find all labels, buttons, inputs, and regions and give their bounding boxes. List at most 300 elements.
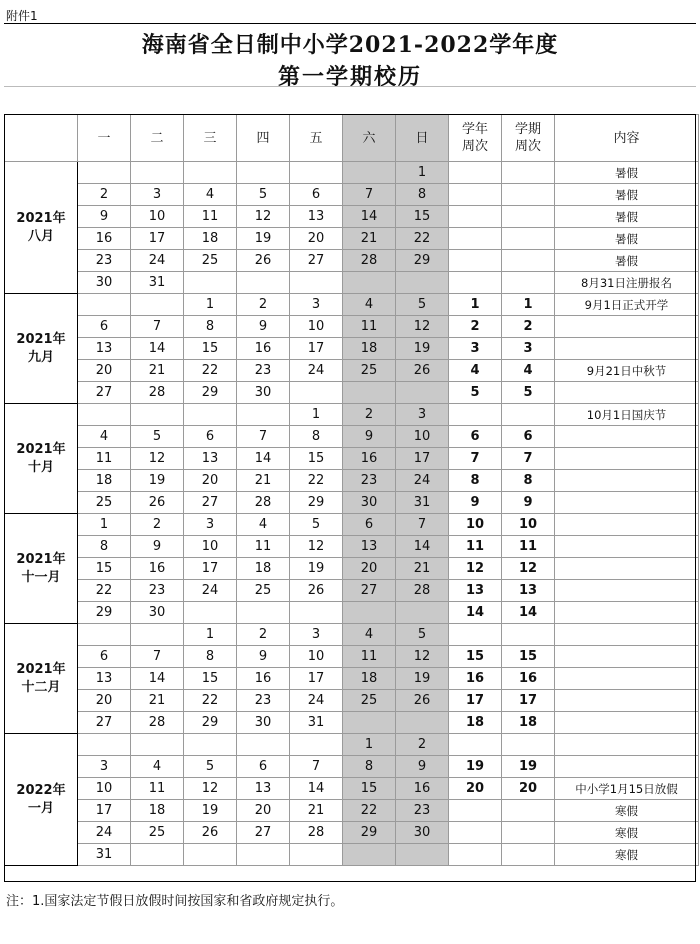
- mon-cell: [78, 162, 131, 184]
- fri-cell: [290, 844, 343, 866]
- tue-cell: 7: [131, 316, 184, 338]
- tue-cell: 10: [131, 206, 184, 228]
- note-cell: [555, 602, 699, 624]
- col-year-week-header: 学年 周次: [449, 115, 502, 162]
- term-week-cell: [502, 206, 555, 228]
- calendar-row: [5, 800, 699, 822]
- header-row: [5, 115, 699, 162]
- tue-cell: 21: [131, 690, 184, 712]
- month-label: 2021年 九月: [5, 294, 78, 404]
- term-week-cell: [502, 734, 555, 756]
- fri-cell: 6: [290, 184, 343, 206]
- thu-cell: 23: [237, 690, 290, 712]
- sun-cell: 22: [396, 228, 449, 250]
- wed-cell: 8: [184, 316, 237, 338]
- year-week-cell: 15: [449, 646, 502, 668]
- sat-cell: [343, 382, 396, 404]
- term-week-cell: 5: [502, 382, 555, 404]
- wed-cell: [184, 272, 237, 294]
- year-week-cell: 3: [449, 338, 502, 360]
- sat-cell: 6: [343, 514, 396, 536]
- wed-cell: [184, 404, 237, 426]
- document-title: 海南省全日制中小学2021-2022学年度: [141, 32, 559, 58]
- col-term-week-header: 学期 周次: [502, 115, 555, 162]
- sat-cell: 8: [343, 756, 396, 778]
- fri-cell: 31: [290, 712, 343, 734]
- thu-cell: 9: [237, 316, 290, 338]
- term-week-cell: [502, 184, 555, 206]
- sun-cell: [396, 272, 449, 294]
- term-week-cell: 7: [502, 448, 555, 470]
- tue-cell: [131, 404, 184, 426]
- wed-cell: 10: [184, 536, 237, 558]
- sun-cell: 16: [396, 778, 449, 800]
- tue-cell: 17: [131, 228, 184, 250]
- term-week-cell: 15: [502, 646, 555, 668]
- note-cell: [555, 756, 699, 778]
- sat-cell: 9: [343, 426, 396, 448]
- sun-cell: 26: [396, 360, 449, 382]
- thu-cell: 30: [237, 712, 290, 734]
- calendar-row: [5, 822, 699, 844]
- mon-cell: 11: [78, 448, 131, 470]
- note-cell: 9月1日正式开学: [555, 294, 699, 316]
- thu-cell: 23: [237, 360, 290, 382]
- term-week-cell: 4: [502, 360, 555, 382]
- calendar-row: [5, 294, 699, 316]
- year-week-cell: [449, 404, 502, 426]
- thu-cell: 27: [237, 822, 290, 844]
- calendar-row: [5, 514, 699, 536]
- col-tue-header: 二: [131, 115, 184, 162]
- year-week-cell: [449, 624, 502, 646]
- wed-cell: 12: [184, 778, 237, 800]
- fri-cell: 1: [290, 404, 343, 426]
- sun-cell: [396, 844, 449, 866]
- sun-cell: 30: [396, 822, 449, 844]
- note-cell: [555, 536, 699, 558]
- note-cell: [555, 514, 699, 536]
- sat-cell: 7: [343, 184, 396, 206]
- note-cell: 寒假: [555, 822, 699, 844]
- sun-cell: 19: [396, 338, 449, 360]
- tue-cell: 14: [131, 338, 184, 360]
- col-sun-header: 日: [396, 115, 449, 162]
- year-week-cell: 8: [449, 470, 502, 492]
- sun-cell: 29: [396, 250, 449, 272]
- fri-cell: 29: [290, 492, 343, 514]
- term-week-cell: 3: [502, 338, 555, 360]
- fri-cell: 3: [290, 294, 343, 316]
- fri-cell: 13: [290, 206, 343, 228]
- fri-cell: 15: [290, 448, 343, 470]
- col-content-header: 内容: [555, 115, 699, 162]
- fri-cell: [290, 162, 343, 184]
- fri-cell: 26: [290, 580, 343, 602]
- mon-cell: 27: [78, 382, 131, 404]
- term-week-cell: [502, 404, 555, 426]
- fri-cell: 5: [290, 514, 343, 536]
- fri-cell: 12: [290, 536, 343, 558]
- wed-cell: 18: [184, 228, 237, 250]
- sat-cell: 11: [343, 646, 396, 668]
- document-subtitle: 第一学期校历: [277, 64, 422, 90]
- term-week-cell: 8: [502, 470, 555, 492]
- wed-cell: 29: [184, 382, 237, 404]
- thu-cell: 16: [237, 668, 290, 690]
- sat-cell: 30: [343, 492, 396, 514]
- sat-cell: 23: [343, 470, 396, 492]
- thu-cell: 26: [237, 250, 290, 272]
- year-week-cell: 2: [449, 316, 502, 338]
- sat-cell: [343, 272, 396, 294]
- year-week-cell: [449, 250, 502, 272]
- tue-cell: 5: [131, 426, 184, 448]
- mon-cell: 13: [78, 338, 131, 360]
- mon-cell: 18: [78, 470, 131, 492]
- year-week-cell: 16: [449, 668, 502, 690]
- term-week-cell: 14: [502, 602, 555, 624]
- thu-cell: [237, 734, 290, 756]
- sun-cell: 10: [396, 426, 449, 448]
- sat-cell: 21: [343, 228, 396, 250]
- thu-cell: [237, 272, 290, 294]
- note-cell: 暑假: [555, 184, 699, 206]
- tue-cell: 3: [131, 184, 184, 206]
- note-cell: 8月31日注册报名: [555, 272, 699, 294]
- note-cell: [555, 734, 699, 756]
- note-cell: 暑假: [555, 250, 699, 272]
- calendar-row: [5, 360, 699, 382]
- thu-cell: 9: [237, 646, 290, 668]
- wed-cell: [184, 602, 237, 624]
- term-week-cell: 1: [502, 294, 555, 316]
- wed-cell: 27: [184, 492, 237, 514]
- tue-cell: [131, 294, 184, 316]
- wed-cell: 5: [184, 756, 237, 778]
- calendar-row: [5, 492, 699, 514]
- sun-cell: 15: [396, 206, 449, 228]
- tue-cell: 28: [131, 712, 184, 734]
- month-label: 2021年 八月: [5, 162, 78, 294]
- calendar-row: [5, 162, 699, 184]
- term-week-cell: [502, 250, 555, 272]
- fri-cell: 22: [290, 470, 343, 492]
- mon-cell: 20: [78, 690, 131, 712]
- note-cell: 9月21日中秋节: [555, 360, 699, 382]
- tue-cell: 23: [131, 580, 184, 602]
- year-week-cell: 10: [449, 514, 502, 536]
- title-block: [4, 23, 696, 90]
- tue-cell: 4: [131, 756, 184, 778]
- thu-cell: 12: [237, 206, 290, 228]
- fri-cell: 8: [290, 426, 343, 448]
- fri-cell: [290, 602, 343, 624]
- tue-cell: 25: [131, 822, 184, 844]
- term-week-cell: 12: [502, 558, 555, 580]
- thu-cell: 19: [237, 228, 290, 250]
- sat-cell: 18: [343, 668, 396, 690]
- mon-cell: 15: [78, 558, 131, 580]
- year-week-cell: 5: [449, 382, 502, 404]
- thu-cell: 30: [237, 382, 290, 404]
- fri-cell: [290, 382, 343, 404]
- term-week-cell: [502, 162, 555, 184]
- mon-cell: 27: [78, 712, 131, 734]
- term-week-cell: 6: [502, 426, 555, 448]
- note-cell: 暑假: [555, 162, 699, 184]
- note-cell: 暑假: [555, 206, 699, 228]
- year-week-cell: [449, 734, 502, 756]
- calendar-row: [5, 690, 699, 712]
- col-sat-header: 六: [343, 115, 396, 162]
- mon-cell: 6: [78, 646, 131, 668]
- note-cell: [555, 426, 699, 448]
- sat-cell: 2: [343, 404, 396, 426]
- fri-cell: 7: [290, 756, 343, 778]
- note-cell: [555, 382, 699, 404]
- fri-cell: 28: [290, 822, 343, 844]
- col-wed-header: 三: [184, 115, 237, 162]
- term-week-cell: 11: [502, 536, 555, 558]
- year-week-cell: [449, 844, 502, 866]
- wed-cell: [184, 734, 237, 756]
- fri-cell: 24: [290, 690, 343, 712]
- calendar-row: [5, 712, 699, 734]
- sat-cell: 18: [343, 338, 396, 360]
- note-cell: [555, 624, 699, 646]
- wed-cell: 17: [184, 558, 237, 580]
- thu-cell: 21: [237, 470, 290, 492]
- term-week-cell: 9: [502, 492, 555, 514]
- term-week-cell: 10: [502, 514, 555, 536]
- calendar-row: [5, 448, 699, 470]
- note-cell: [555, 646, 699, 668]
- year-week-cell: 17: [449, 690, 502, 712]
- sat-cell: 16: [343, 448, 396, 470]
- wed-cell: 20: [184, 470, 237, 492]
- sat-cell: 25: [343, 360, 396, 382]
- mon-cell: 22: [78, 580, 131, 602]
- tue-cell: 18: [131, 800, 184, 822]
- term-week-cell: [502, 844, 555, 866]
- col-thu-header: 四: [237, 115, 290, 162]
- year-week-cell: 18: [449, 712, 502, 734]
- calendar-row: [5, 206, 699, 228]
- thu-cell: [237, 162, 290, 184]
- note-cell: [555, 448, 699, 470]
- tue-cell: 16: [131, 558, 184, 580]
- year-week-cell: [449, 162, 502, 184]
- sat-cell: 14: [343, 206, 396, 228]
- sat-cell: 13: [343, 536, 396, 558]
- wed-cell: 24: [184, 580, 237, 602]
- year-week-cell: 11: [449, 536, 502, 558]
- year-week-cell: [449, 272, 502, 294]
- tue-cell: [131, 734, 184, 756]
- mon-cell: [78, 404, 131, 426]
- term-week-cell: 16: [502, 668, 555, 690]
- calendar-row: [5, 426, 699, 448]
- sun-cell: [396, 382, 449, 404]
- fri-cell: 10: [290, 646, 343, 668]
- note-cell: [555, 668, 699, 690]
- note-cell: [555, 316, 699, 338]
- sun-cell: 12: [396, 646, 449, 668]
- calendar-row: [5, 404, 699, 426]
- note-cell: [555, 558, 699, 580]
- calendar-row: [5, 756, 699, 778]
- sat-cell: [343, 162, 396, 184]
- wed-cell: 22: [184, 360, 237, 382]
- thu-cell: 11: [237, 536, 290, 558]
- col-fri-header: 五: [290, 115, 343, 162]
- thu-cell: 2: [237, 294, 290, 316]
- term-week-cell: [502, 228, 555, 250]
- calendar-row: [5, 470, 699, 492]
- note-cell: [555, 712, 699, 734]
- fri-cell: 20: [290, 228, 343, 250]
- sun-cell: 19: [396, 668, 449, 690]
- calendar-row: [5, 778, 699, 800]
- sat-cell: [343, 602, 396, 624]
- mon-cell: [78, 294, 131, 316]
- wed-cell: 26: [184, 822, 237, 844]
- sat-cell: 15: [343, 778, 396, 800]
- year-week-cell: 7: [449, 448, 502, 470]
- sun-cell: 12: [396, 316, 449, 338]
- sun-cell: [396, 602, 449, 624]
- calendar-row: [5, 558, 699, 580]
- year-week-cell: 20: [449, 778, 502, 800]
- sun-cell: 3: [396, 404, 449, 426]
- note-cell: 寒假: [555, 800, 699, 822]
- year-week-cell: [449, 822, 502, 844]
- year-week-cell: 13: [449, 580, 502, 602]
- calendar-row: [5, 228, 699, 250]
- wed-cell: 1: [184, 294, 237, 316]
- tue-cell: 28: [131, 382, 184, 404]
- mon-cell: 13: [78, 668, 131, 690]
- sun-cell: 26: [396, 690, 449, 712]
- tue-cell: 21: [131, 360, 184, 382]
- mon-cell: 9: [78, 206, 131, 228]
- year-week-cell: [449, 184, 502, 206]
- wed-cell: 1: [184, 624, 237, 646]
- fri-cell: 21: [290, 800, 343, 822]
- tue-cell: [131, 844, 184, 866]
- fri-cell: 3: [290, 624, 343, 646]
- tue-cell: 14: [131, 668, 184, 690]
- fri-cell: 14: [290, 778, 343, 800]
- calendar-row: [5, 624, 699, 646]
- term-week-cell: 18: [502, 712, 555, 734]
- thu-cell: 16: [237, 338, 290, 360]
- sun-cell: 14: [396, 536, 449, 558]
- term-week-cell: 13: [502, 580, 555, 602]
- thu-cell: [237, 602, 290, 624]
- sat-cell: 20: [343, 558, 396, 580]
- wed-cell: [184, 844, 237, 866]
- wed-cell: 4: [184, 184, 237, 206]
- wed-cell: 22: [184, 690, 237, 712]
- calendar-row: [5, 668, 699, 690]
- calendar-row: [5, 338, 699, 360]
- sun-cell: 7: [396, 514, 449, 536]
- fri-cell: 17: [290, 668, 343, 690]
- mon-cell: 25: [78, 492, 131, 514]
- sun-cell: [396, 712, 449, 734]
- tue-cell: 26: [131, 492, 184, 514]
- wed-cell: 6: [184, 426, 237, 448]
- sun-cell: 17: [396, 448, 449, 470]
- wed-cell: 25: [184, 250, 237, 272]
- year-week-cell: 1: [449, 294, 502, 316]
- sun-cell: 24: [396, 470, 449, 492]
- thu-cell: 7: [237, 426, 290, 448]
- sat-cell: [343, 844, 396, 866]
- note-cell: 寒假: [555, 844, 699, 866]
- mon-cell: 2: [78, 184, 131, 206]
- sat-cell: [343, 712, 396, 734]
- year-week-cell: [449, 228, 502, 250]
- fri-cell: 19: [290, 558, 343, 580]
- note-cell: [555, 470, 699, 492]
- term-week-cell: 19: [502, 756, 555, 778]
- wed-cell: [184, 162, 237, 184]
- tue-cell: 11: [131, 778, 184, 800]
- mon-cell: 3: [78, 756, 131, 778]
- sun-cell: 28: [396, 580, 449, 602]
- tue-cell: 24: [131, 250, 184, 272]
- calendar-row: [5, 382, 699, 404]
- calendar-row: [5, 536, 699, 558]
- wed-cell: 15: [184, 668, 237, 690]
- wed-cell: 29: [184, 712, 237, 734]
- mon-cell: [78, 624, 131, 646]
- term-week-cell: 2: [502, 316, 555, 338]
- year-week-cell: 14: [449, 602, 502, 624]
- sun-cell: 21: [396, 558, 449, 580]
- mon-cell: 10: [78, 778, 131, 800]
- sun-cell: 23: [396, 800, 449, 822]
- month-label: 2021年 十一月: [5, 514, 78, 624]
- thu-cell: 18: [237, 558, 290, 580]
- month-label: 2021年 十二月: [5, 624, 78, 734]
- mon-cell: 6: [78, 316, 131, 338]
- sat-cell: 22: [343, 800, 396, 822]
- term-week-cell: [502, 822, 555, 844]
- calendar-row: [5, 316, 699, 338]
- wed-cell: 8: [184, 646, 237, 668]
- spacer-row: [4, 86, 696, 115]
- wed-cell: 19: [184, 800, 237, 822]
- month-label: 2022年 一月: [5, 734, 78, 866]
- wed-cell: 11: [184, 206, 237, 228]
- term-week-cell: [502, 800, 555, 822]
- tue-cell: [131, 624, 184, 646]
- fri-cell: 27: [290, 250, 343, 272]
- year-week-cell: 6: [449, 426, 502, 448]
- term-week-cell: [502, 624, 555, 646]
- mon-cell: 1: [78, 514, 131, 536]
- mon-cell: 8: [78, 536, 131, 558]
- thu-cell: 14: [237, 448, 290, 470]
- mon-cell: 4: [78, 426, 131, 448]
- calendar-row: [5, 646, 699, 668]
- note-cell: [555, 492, 699, 514]
- thu-cell: 6: [237, 756, 290, 778]
